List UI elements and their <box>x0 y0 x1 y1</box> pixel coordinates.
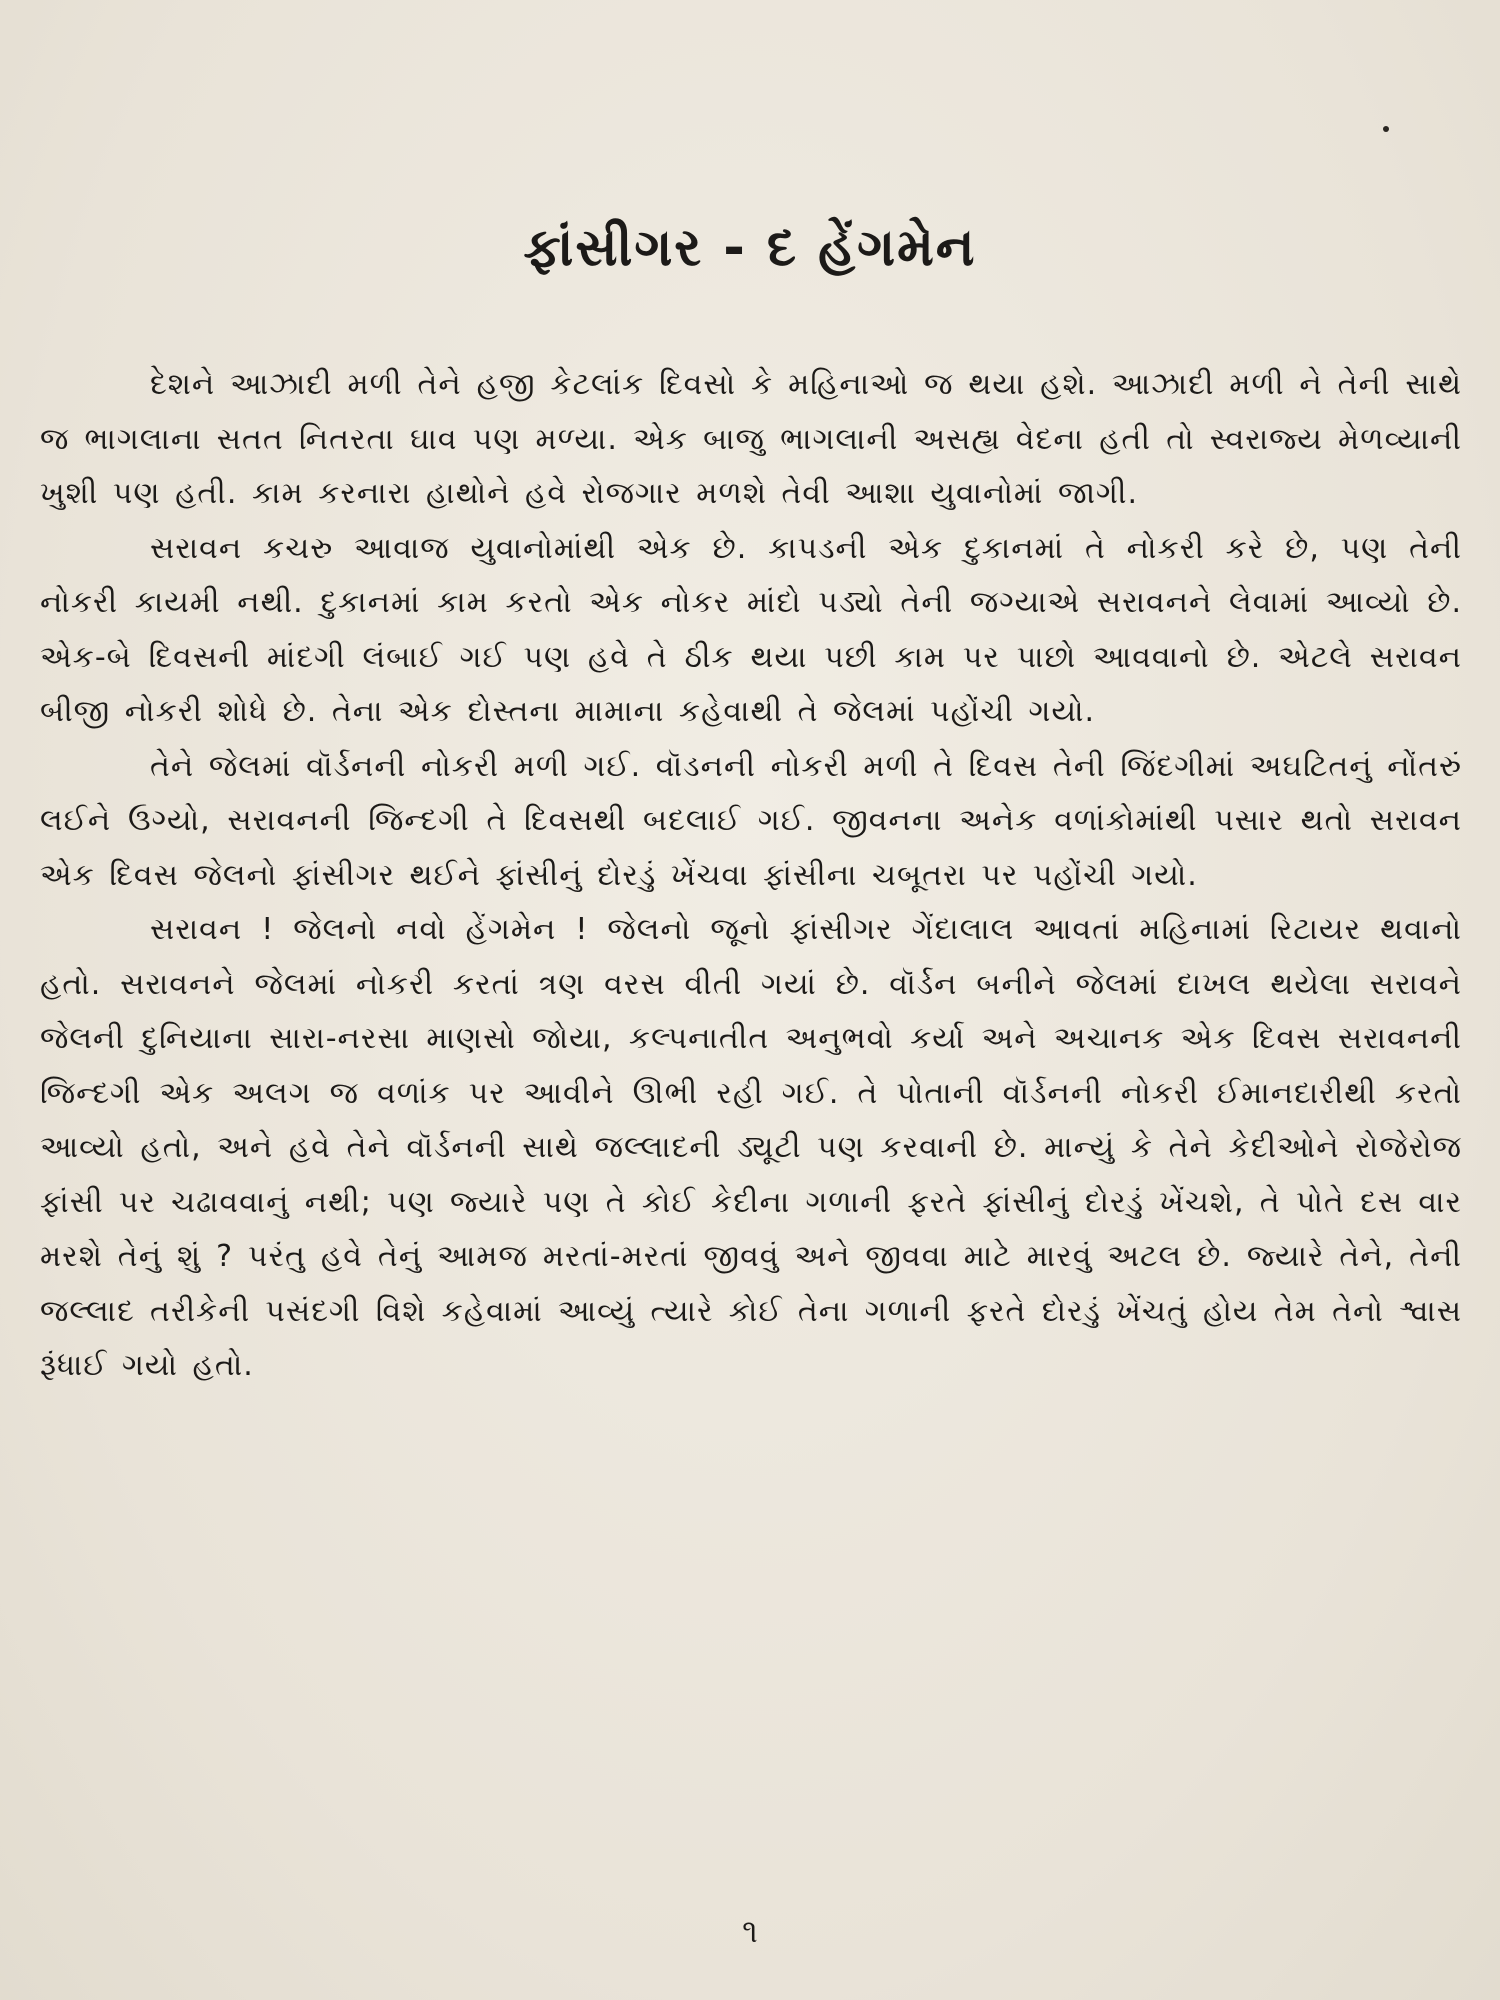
chapter-body <box>40 358 1462 1394</box>
page-number: ૧ <box>742 1912 758 1950</box>
paragraph-2: સરાવન કચરુ આવાજ યુવાનોમાંથી એક છે. કાપડની એક દુકાનમાં તે નોકરી કરે છે, પણ તેની નોકરી કાયમી નથી. દુકાનમાં કામ કરતો એક નોકર માંદો પડ્યો તેની જગ્યાએ સરાવનને લેવામાં આવ્યો છે. એક-બે દિવસની માંદગી લંબાઈ ગઈ પણ હવે તે ઠીક થયા પછી કામ પર પાછો આવવાનો છે. એટલે સરાવન બીજી નોકરી શોધે છે. તેના એક દોસ્તના મામાના કહેવાથી તે જેલમાં પહોંચી ગયો. <box>40 530 1462 729</box>
chapter-title: ફાંસીગર - દ હેંગમેન <box>523 218 977 278</box>
paragraph-4: સરાવન ! જેલનો નવો હેંગમેન ! જેલનો જૂનો ફાંસીગર ગેંદાલાલ આવતાં મહિનામાં રિટાયર થવાનો હતો. સરાવનને જેલમાં નોકરી કરતાં ત્રણ વરસ વીતી ગયાં છે. વૉર્ડન બનીને જેલમાં દાખલ થયેલા સરાવને જેલની દુનિયાના સારા-નરસા માણસો જોયા, કલ્પનાતીત અનુભવો કર્યા અને અચાનક એક દિવસ સરાવનની જિન્દગી એક અલગ જ વળાંક પર આવીને ઊભી રહી ગઈ. તે પોતાની વૉર્ડનની નોકરી ઈમાનદારીથી કરતો આવ્યો હતો, અને હવે તેને વૉર્ડનની સાથે જલ્લાદની ડ્યૂટી પણ કરવાની છે. માન્યું કે તેને કેદીઓને રોજેરોજ ફાંસી પર ચઢાવવાનું નથી; પણ જ્યારે પણ તે કોઈ કેદીના ગળાની ફરતે ફાંસીનું દોરડું ખેંચશે, તે પોતે દસ વાર મરશે તેનું શું ? પરંતુ હવે તેનું આમજ મરતાં-મરતાં જીવવું અને જીવવા માટે મારવું અટલ છે. જ્યારે તેને, તેની જલ્લાદ તરીકેની પસંદગી વિશે કહેવામાં આવ્યું ત્યારે કોઈ તેના ગળાની ફરતે દોરડું ખેંચતું હોય તેમ તેનો શ્વાસ રૂંધાઈ ગયો હતો. <box>40 912 1462 1383</box>
ink-speck <box>1383 126 1389 132</box>
paragraph-1: દેશને આઝાદી મળી તેને હજી કેટલાંક દિવસો કે મહિનાઓ જ થયા હશે. આઝાદી મળી ને તેની સાથે જ ભાગલાના સતત નિતરતા ઘાવ પણ મળ્યા. એક બાજુ ભાગલાની અસહ્ય વેદના હતી તો સ્વરાજ્ય મેળવ્યાની ખુશી પણ હતી. કામ કરનારા હાથોને હવે રોજગાર મળશે તેવી આશા યુવાનોમાં જાગી. <box>40 367 1462 511</box>
paragraph-3: તેને જેલમાં વૉર્ડનની નોકરી મળી ગઈ. વૉડનની નોકરી મળી તે દિવસ તેની જિંદગીમાં અઘટિતનું નોંતરું લઈને ઉગ્યો, સરાવનની જિન્દગી તે દિવસથી બદલાઈ ગઈ. જીવનના અનેક વળાંકોમાંથી પસાર થતો સરાવન એક દિવસ જેલનો ફાંસીગર થઈને ફાંસીનું દોરડું ખેંચવા ફાંસીના ચબૂતરા પર પહોંચી ગયો. <box>40 748 1462 893</box>
